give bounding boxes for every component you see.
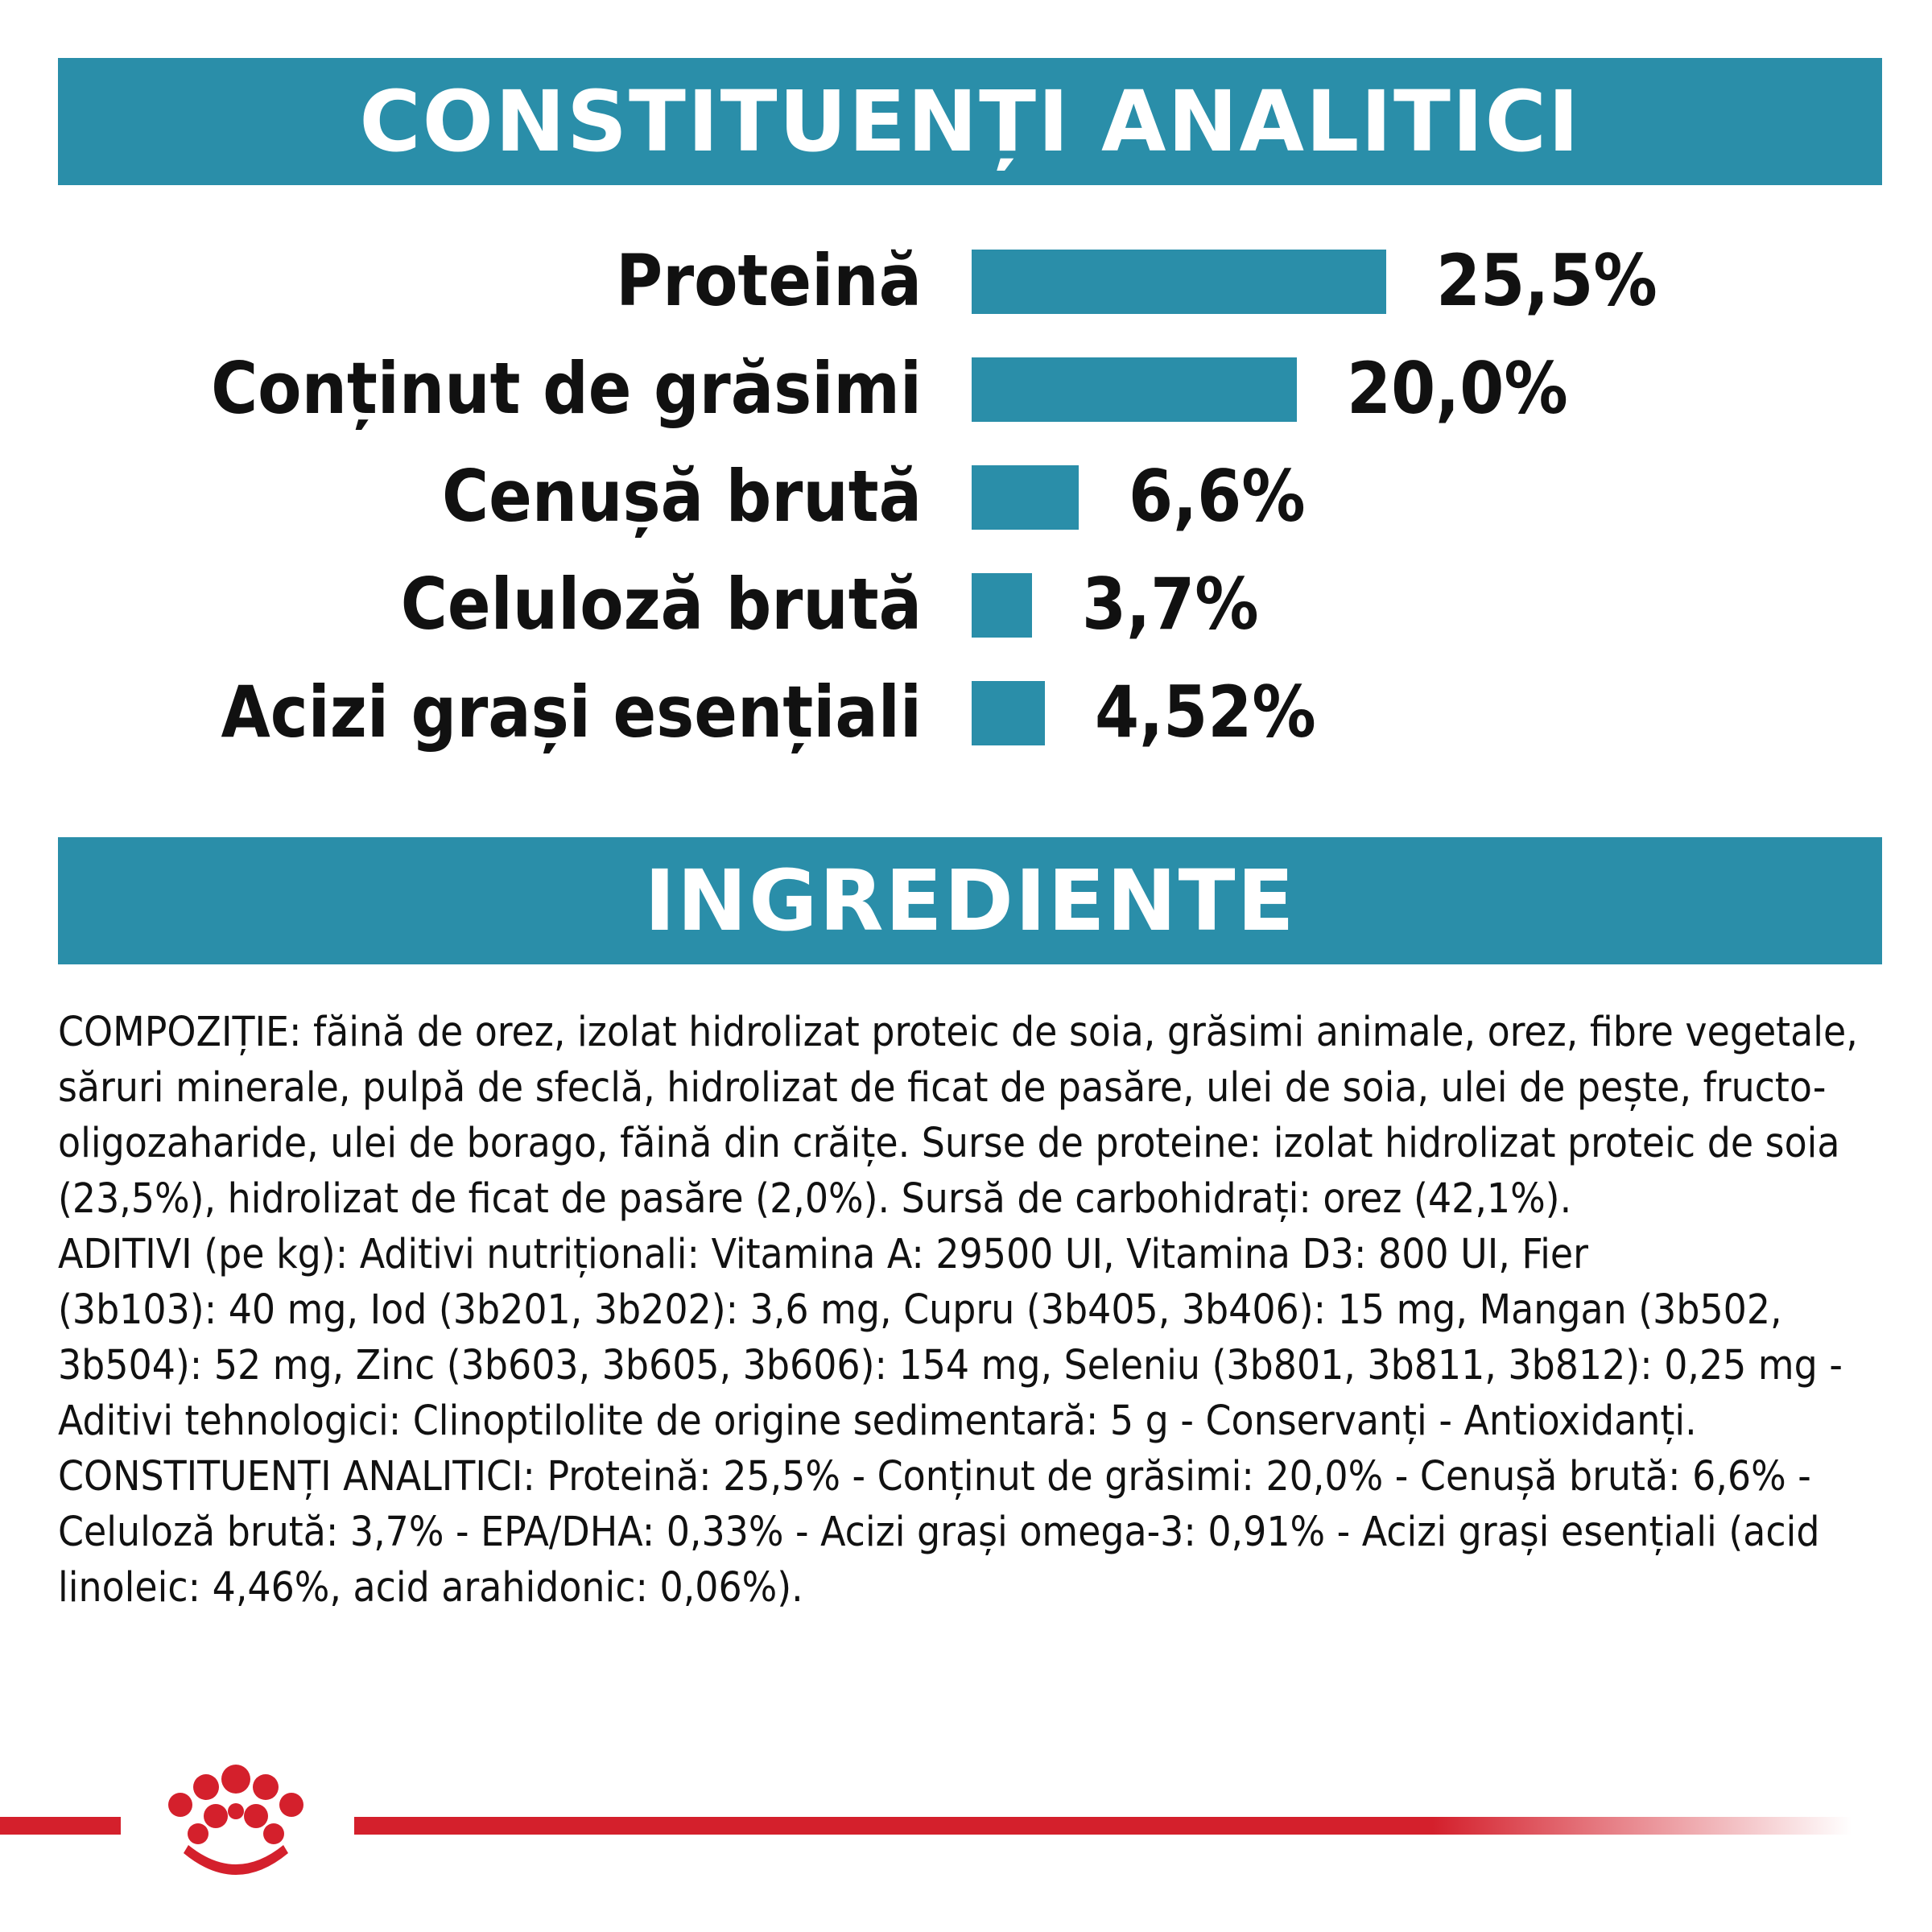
chart-bar	[972, 357, 1297, 422]
chart-label: Acizi grași esențiali	[221, 671, 922, 753]
chart-label: Proteină	[616, 239, 922, 322]
chart-value: 20,0%	[1347, 347, 1568, 430]
chart-bar	[972, 465, 1079, 530]
chart-value: 25,5%	[1436, 239, 1657, 322]
ingredients-text: COMPOZIȚIE: făină de orez, izolat hidrolizat proteic de soia, grăsimi animale, orez, fibre vegetale, săruri minerale, pulpă de sfeclă, hidrolizat de ficat de pasăre, ulei de soia, ulei de pește, fructo- oligozaharide, ulei de borago, făină din crăițe. Surse de proteine: izolat hidrolizat proteic de soia (23,5%), hidrolizat de ficat de pasăre (2,0%). Sursă de carbohidrați: orez (42,1%). ADITIVI (pe kg): Aditivi nutriționali: Vitamina A: 29500 UI, Vitamina D3: 800 UI, Fier (3b103): 40 mg, Iod (3b201, 3b202): 3,6 mg, Cupru (3b405, 3b406): 15 mg, Mangan (3b502, 3b504): 52 mg, Zinc (3b603, 3b605, 3b606): 154 mg, Seleniu (3b801, 3b811, 3b812): 0,25 mg - Aditivi tehnologici: Clinoptilolite de origine sedimentară: 5 g - Conservanți - Antioxidanți. CONSTITUENȚI ANALITICI: Proteină: 25,5% - Conținut de grăsimi: 20,0% - Cenușă brută: 6,6% - Celuloză brută: 3,7% - EPA/DHA: 0,33% - Acizi grași omega-3: 0,91% - Acizi grași esențiali (acid linoleic: 4,46%, acid arahidonic: 0,06%).	[58, 1009, 1858, 1612]
chart-row	[0, 345, 1932, 433]
chart-row	[0, 668, 1932, 757]
chart-bar	[972, 250, 1386, 314]
chart-row	[0, 237, 1932, 325]
chart-bar	[972, 573, 1032, 638]
royal-canin-crown-icon	[135, 1755, 336, 1884]
chart-row	[0, 560, 1932, 649]
analytic-constituents-banner	[58, 58, 1882, 185]
chart-bar	[972, 681, 1045, 745]
chart-label: Cenușă brută	[441, 455, 922, 538]
analytic-constituents-title: CONSTITUENȚI ANALITICI	[359, 72, 1581, 171]
chart-row	[0, 452, 1932, 541]
chart-label: Celuloză brută	[400, 563, 922, 646]
ingredients-title: INGREDIENTE	[644, 852, 1296, 950]
ingredients-banner	[58, 837, 1882, 964]
footer-line	[0, 1817, 121, 1835]
chart-value: 6,6%	[1129, 455, 1306, 538]
chart-value: 3,7%	[1082, 563, 1259, 646]
chart-label: Conținut de grăsimi	[211, 347, 922, 430]
footer-line	[354, 1817, 1852, 1835]
chart-value: 4,52%	[1095, 671, 1316, 753]
